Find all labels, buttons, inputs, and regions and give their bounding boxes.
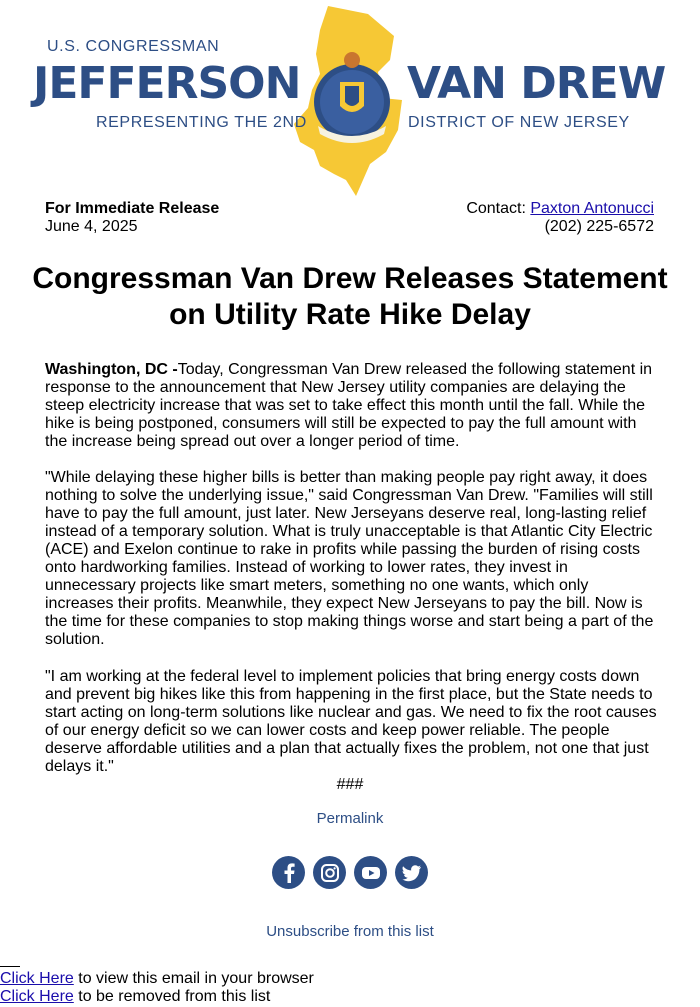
view-in-browser-text: to view this email in your browser [73,970,314,987]
facebook-icon[interactable] [272,856,305,889]
name-right: VAN DREW [407,58,666,109]
release-meta [45,200,219,236]
paragraph-2: "While delaying these higher bills is better than making people pay right away, it does nothing to solve the underlying issue," said Congressman Van Drew. "Families will still have to pay the full amount, just later. New Jerseyans deserve real, long-lasting relief instead of a temporary solution. What is truly unacceptable is that Atlantic City Electric (ACE) and Exelon continue to rake in profits while passing the burden of rising costs onto hardworking families. Instead of working to lower rates, they invest in unnecessary projects like smart meters, something no one wants, which only increases their profits. Meanwhile, they expect New Jerseyans to pay the bill. Now is the time for these companies to stop making things worse and start being a part of the solution. [45,469,654,648]
view-in-browser-line [0,970,314,988]
youtube-icon[interactable] [354,856,387,889]
remove-from-list-line [0,988,270,1006]
paragraph-3: "I am working at the federal level to implement policies that bring energy costs down and prevent big hikes like this from happening in the first place, but the State needs to start acting on long-term solutions like nuclear and gas. We need to fix the root causes of our energy deficit so we can lower costs and keep power reliable. The people deserve affordable utilities and a plan that actually fixes the problem, not one that just delays it." [45,668,657,775]
instagram-icon[interactable] [313,856,346,889]
footer-divider [0,966,20,967]
view-in-browser-link[interactable]: Click Here [0,970,74,987]
contact-line [466,200,654,218]
contact-prefix: Contact: [466,200,526,217]
paragraph-1 [45,361,657,451]
new-jersey-seal-logo [290,2,410,198]
kicker-text: U.S. CONGRESSMAN [47,38,220,55]
social-icons [272,856,428,889]
remove-from-list-link[interactable]: Click Here [0,988,74,1005]
header-banner [0,0,700,200]
contact-phone: (202) 225-6572 [544,218,654,235]
remove-from-list-text: to be removed from this list [73,988,271,1005]
paragraph-1-text: Today, Congressman Van Drew released the following statement in response to the announcement that New Jersey utility companies are delaying the steep electricity increase that was set to take effect this month until the fall. While the hike is being postponed, consumers will still be expected to pay the full amount with the increase being spread out over a longer period of time. [45,361,653,450]
dateline: Washington, DC - [45,361,178,378]
permalink-link[interactable]: Permalink [316,810,384,827]
contact-link[interactable]: Paxton Antonucci [530,200,654,217]
twitter-icon[interactable] [395,856,428,889]
headline: Congressman Van Drew Releases Statement on Utility Rate Hike Delay [32,262,668,331]
unsubscribe-link[interactable]: Unsubscribe from this list [266,923,434,940]
end-mark: ### [336,776,364,793]
contact-meta [466,200,654,236]
release-date: June 4, 2025 [45,218,138,235]
name-left: JEFFERSON [33,58,301,109]
release-label: For Immediate Release [45,200,220,217]
sub-right: DISTRICT OF NEW JERSEY [408,114,630,131]
sub-left: REPRESENTING THE 2ND [96,114,307,131]
